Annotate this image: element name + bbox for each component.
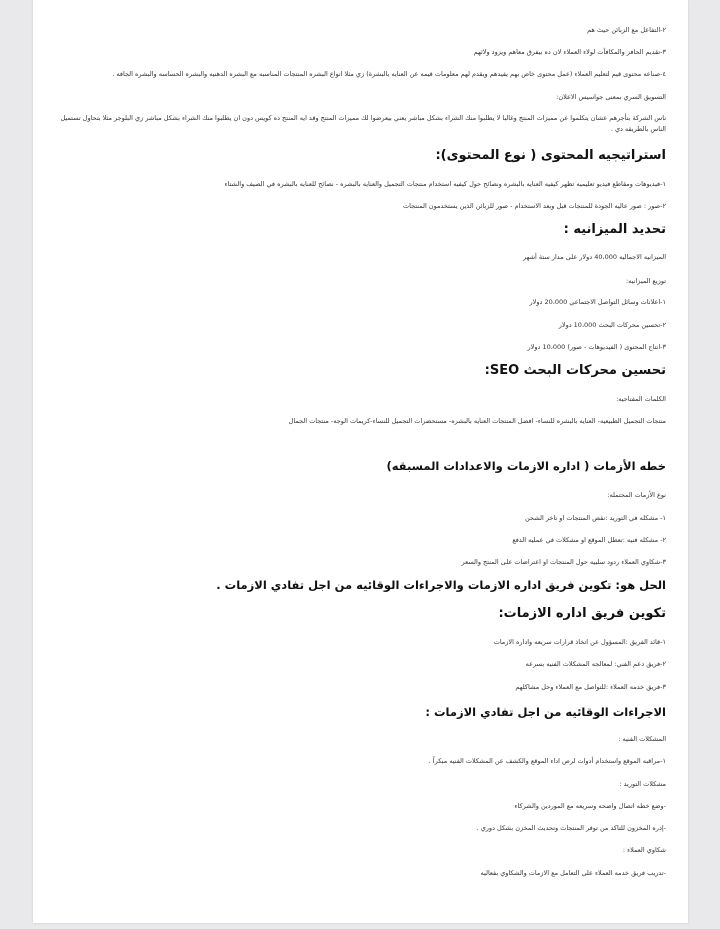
text-line: ٣-انتاج المحتوى ( الفيديوهات - صور) 10،000 دولار [527, 343, 666, 351]
text-line: مشكلات التوريد : [619, 780, 666, 788]
text-line: ٢-فريق دعم الفني: لمعالجه المشكلات الفنيه بسرعه [525, 660, 666, 668]
text-line: -وضع خطه اتصال واضحه وسريعه مع الموردين والشركاء [514, 802, 666, 810]
text-line: ٤-صناعه محتوى قيم لتعليم العملاء (عمل محتوى خاص بهم يفيدهم ويقدم لهم معلومات قيمه عن العنايه بالبشرة) زي مثلا انواع البشره المنتجات المناسبه مع البشره الدهنيه والبشره الحساسه والبشره الجافه . [112, 70, 666, 78]
text-line: ٢-التفاعل مع الزبائن حيث هم [587, 26, 666, 34]
text-line: -تدريب فريق خدمه العملاء على التعامل مع الازمات والشكاوي بفعاليه [480, 869, 666, 877]
text-line: ٢-تحسين محركات البحث 10،000 دولار [558, 321, 666, 329]
text-line: ١- مشكله في التوريد :نقص المنتجات او تاخر الشحن [525, 514, 666, 522]
text-line: ١-قائد الفريق :المسؤول عن اتخاذ قرارات سريعه واداره الازمات [493, 638, 666, 646]
text-line: الكلمات المفتاحيه: [616, 395, 666, 403]
text-line: ٣-تقديم الحافز والمكافآت لولاء العملاء لان ده بيفرق معاهم ويزود ولائهم [473, 48, 666, 56]
text-line: -إدره المخزون للتاكد من توفر المنتجات وتحديث المخزن بشكل دوري . [476, 824, 666, 832]
text-line: نوع الأزمات المحتمله: [607, 491, 666, 499]
section-heading: خطه الأزمات ( اداره الازمات والاعدادات المسبقه) [386, 459, 666, 473]
section-heading: الحل هو: تكوين فريق اداره الازمات والاجراءات الوقائيه من اجل تفادي الازمات . [216, 578, 666, 592]
text-line: شكاوي العملاء : [622, 846, 666, 854]
section-heading: تحديد الميزانيه : [563, 222, 666, 237]
section-heading: الاجراءات الوقائيه من اجل تفادي الازمات : [425, 705, 666, 719]
section-heading: تكوين فريق اداره الازمات: [498, 606, 666, 621]
document-page [33, 0, 688, 923]
text-line: توزيع الميزانيه: [626, 277, 666, 285]
text-paragraph: ناس الشركة بتأجرهم عشان يتكلموا عن مميزات المنتج وغالبا لا يطلبوا منك الشراء بشكل مباشر يعني بيعرضوا لك مميزات المنتج وقد ايه المنتج ده كويس دون ان يطلبوا منك الشراء بشكل مباشر زي البلوجر مثلا بتحاول تستميل الناس بالطريقه دي . [60, 114, 666, 133]
text-line: ٣-شكاوي العملاء ردود سلبيه حول المنتجات او اعتراضات على المنتج والسعر [461, 558, 666, 566]
text-line: ٣-فريق خدمه العملاء :للتواصل مع العملاء وحل مشاكلهم [515, 683, 666, 691]
text-line: المشكلات الفنيه : [618, 735, 666, 743]
section-heading: استراتيجيه المحتوى ( نوع المحتوى): [435, 148, 666, 163]
text-line: منتجات التجميل الطبيعيه- العنايه بالبشره للنساء- افضل المنتجات العنايه بالبشره- مستحضرات التجميل للنساء-كريمات الوجه- منتجات الجمال [288, 417, 666, 425]
text-line: ١-اعلانات وسائل التواصل الاجتماعي 20،000 دولار [529, 298, 666, 306]
text-line: ١-فيديوهات ومقاطع فيديو تعليميه تظهر كيفيه العنايه بالبشره ونصائح حول كيفيه استخدام منتجات التجميل والعنايه بالبشره - نصائح للعنايه بالبشره في الصيف والشتاء [224, 180, 666, 188]
text-line: ١-مراقبه الموقع واستخدام أدوات لرص اداء الموقع والكشف عن المشكلات الفنيه مبكراً . [428, 757, 666, 765]
text-line: ٢- مشكله فنيه :تعطل الموقع او مشكلات في عمليه الدفع [512, 536, 666, 544]
text-line: التسويق السري بمعنى جواسيس الاعلان: [556, 93, 666, 101]
text-line: الميزانيه الاجماليه 40،000 دولار على مدار ستة أشهر [523, 253, 666, 261]
section-heading: تحسين محركات البحث SEO: [484, 363, 666, 378]
text-line: ٢-صور : صور عاليه الجودة للمنتجات قبل وبعد الاستخدام - صور للزبائن الذين يستخدمون المنتجات [402, 202, 666, 210]
